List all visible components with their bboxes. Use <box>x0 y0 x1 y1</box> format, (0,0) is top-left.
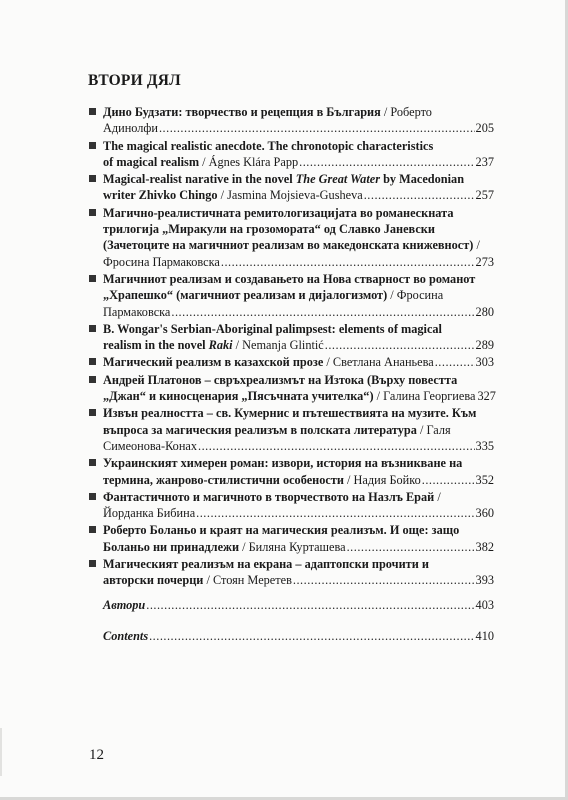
toc-entry <box>88 171 494 204</box>
toc-page-number: 382 <box>475 539 494 554</box>
square-bullet-icon <box>89 175 96 182</box>
toc-entry-last-line: термина, жанрово-стилистични особености / Надия Бойко ..... 352 <box>103 472 494 488</box>
dot-leader <box>347 539 475 555</box>
square-bullet-icon <box>89 560 96 567</box>
square-bullet-icon <box>89 376 96 383</box>
toc-page-number: 327 <box>477 389 496 404</box>
square-bullet-icon <box>89 409 96 416</box>
toc-entry <box>88 556 494 589</box>
toc-entry-last-line: Йорданка Бибина ..... 360 <box>103 505 494 521</box>
square-bullet-icon <box>89 209 96 216</box>
toc-entry-line: Магично-реалистичната ремитологизацијата во романескната <box>103 205 454 220</box>
dot-leader <box>221 254 475 270</box>
toc-entry-last-line: авторски почерци / Стоян Меретев ..... 393 <box>103 572 494 588</box>
toc-entry-last-line: Боланьо ни принадлежи / Биляна Курташева ..... 382 <box>103 539 494 555</box>
dot-leader <box>146 597 474 613</box>
square-bullet-icon <box>89 493 96 500</box>
toc-page-number: 237 <box>475 154 494 169</box>
dot-leader <box>422 472 475 488</box>
toc-page-number: 257 <box>475 188 494 203</box>
toc-entry-line: Андрей Платонов – свръхреализмът на Изтока (Върху повестта <box>103 372 458 387</box>
toc-entry <box>88 405 494 454</box>
dot-leader <box>364 187 475 203</box>
dot-leader <box>293 572 475 588</box>
toc-entry-line: Извън реалността – св. Кумернис и пътешествията на музите. Към <box>103 406 477 421</box>
toc-entry-last-line: of magical realism / Ágnes Klára Papp ..... 237 <box>103 154 494 170</box>
toc-entry-line: Украинският химерен роман: извори, история на възникване на <box>103 456 463 471</box>
square-bullet-icon <box>89 526 96 533</box>
toc-entry <box>88 321 494 354</box>
toc-page-number: 280 <box>475 304 494 319</box>
toc-page-number: 205 <box>475 121 494 136</box>
toc-page-number: 352 <box>475 472 494 487</box>
toc-entry-line: (Зачетоците на магичниот реализам во македонската книжевност) / <box>103 238 480 253</box>
section-title: ВТОРИ ДЯЛ <box>88 72 181 89</box>
toc-entry-line: трилогија „Миракули на грозоморатa“ од Славко Јаневски <box>103 222 435 237</box>
toc-entry-line: „Храпешко“ (магичниот реализам и дијалогизмот) / Фросина <box>103 288 444 303</box>
toc-page-number: 335 <box>475 438 494 453</box>
toc-entry-last-line: „Джан“ и киносценария „Пясъчната учителка“) / Галина Георгиева 327 <box>103 389 496 404</box>
table-of-contents <box>88 104 494 590</box>
scan-artifact <box>0 728 2 776</box>
toc-entry-line: Роберто Боланьо и краят на магическия реализъм. И още: защо <box>103 523 460 538</box>
toc-entry-label: Автори <box>103 598 146 612</box>
toc-entry-line: Magical-realist narative in the novel The Great Water by Macedonian <box>103 172 465 187</box>
square-bullet-icon <box>89 459 96 466</box>
toc-page-number: 360 <box>475 506 494 521</box>
toc-entry-line: The magical realistic anecdote. The chronotopic characteristics <box>103 138 434 153</box>
square-bullet-icon <box>89 358 96 365</box>
toc-entry <box>88 455 494 488</box>
dot-leader <box>171 304 474 320</box>
toc-page-number: 410 <box>475 629 494 643</box>
dot-leader <box>196 505 474 521</box>
page-number: 12 <box>89 747 104 763</box>
toc-entry <box>88 138 494 171</box>
toc-entry <box>88 354 494 370</box>
square-bullet-icon <box>89 275 96 282</box>
dot-leader <box>159 120 475 136</box>
square-bullet-icon <box>89 108 96 115</box>
toc-entry <box>88 372 494 405</box>
toc-entry-last-line: Фросина Пармаковска ..... 273 <box>103 254 494 270</box>
toc-entry <box>88 489 494 522</box>
toc-page-number: 289 <box>475 338 494 353</box>
toc-entry-last-line: Пармаковска ..... 280 <box>103 304 494 320</box>
square-bullet-icon <box>89 325 96 332</box>
toc-entry-line: Магичниот реализам и создавањето на Нова стварност во романот <box>103 271 476 286</box>
toc-entry <box>88 205 494 270</box>
toc-entry-last-line <box>103 597 494 613</box>
toc-page-number: 403 <box>475 598 494 612</box>
toc-entry-line: Фантастичното и магичното в творчеството на Назлъ Ерай / <box>103 489 441 504</box>
toc-entry-contents <box>103 628 494 644</box>
toc-entry-last-line: Симеонова-Конах ..... 335 <box>103 438 494 454</box>
toc-entry-last-line: Магический реализм в казахской прозе / Светлана Ананьева ..... 303 <box>103 354 494 370</box>
dot-leader <box>299 154 474 170</box>
toc-entry-label: Contents <box>103 629 149 643</box>
toc-entry <box>88 522 494 555</box>
toc-page-number: 273 <box>475 254 494 269</box>
toc-page-number: 303 <box>475 355 494 370</box>
toc-entry-last-line: realism in the novel Raki / Nemanja Glintić ..... 289 <box>103 337 494 353</box>
toc-entry-last-line: Адинолфи ..... 205 <box>103 120 494 136</box>
toc-entry <box>88 104 494 137</box>
toc-entry-line: Дино Будзати: творчество и рецепция в България / Роберто <box>103 105 432 119</box>
toc-page-number: 393 <box>475 573 494 588</box>
toc-entry-line: Магическият реализъм на екрана – адаптопски прочити и <box>103 557 429 572</box>
toc-entry-line: въпроса за магическия реализъм в полската литература / Галя <box>103 422 451 437</box>
toc-entry-last-line: writer Zhivko Chingo / Jasmina Mojsieva-Gusheva ..... 257 <box>103 187 494 203</box>
dot-leader <box>198 438 475 454</box>
toc-entry-line: B. Wongar's Serbian-Aboriginal palimpsest: elements of magical <box>103 321 442 336</box>
square-bullet-icon <box>89 142 96 149</box>
toc-entry-last-line <box>103 628 494 644</box>
toc-entry-authors <box>103 597 494 613</box>
dot-leader <box>149 628 474 644</box>
toc-entry <box>88 271 494 320</box>
dot-leader <box>325 337 475 353</box>
dot-leader <box>435 354 475 370</box>
